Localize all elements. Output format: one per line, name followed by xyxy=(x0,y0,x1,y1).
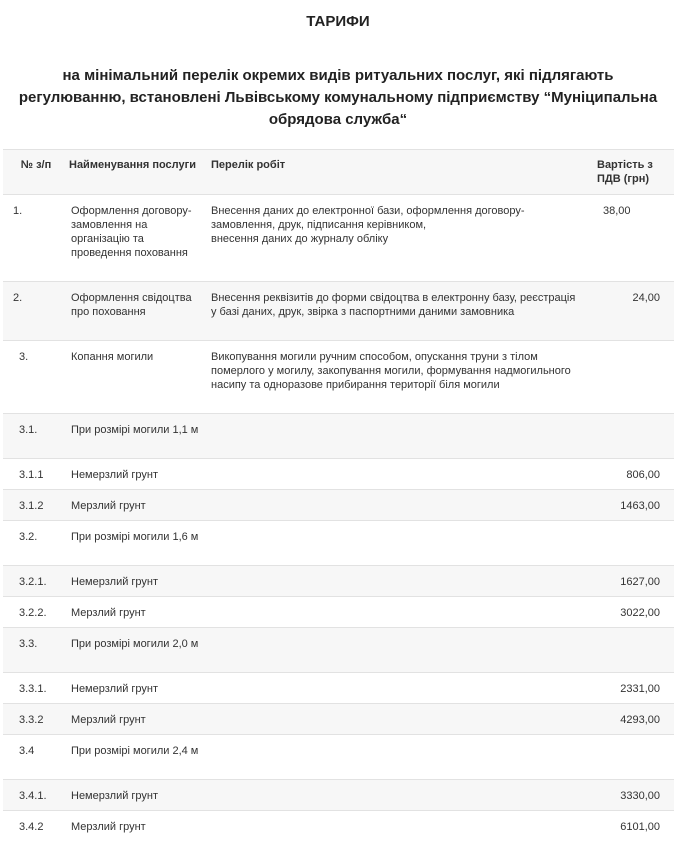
row-works: Внесення даних до електронної бази, оформлення договору-замовлення, друк, підписання керівником, внесення даних до журналу обліку xyxy=(211,205,525,245)
table-row xyxy=(3,521,674,566)
row-number: 3. xyxy=(19,351,29,363)
table-row xyxy=(3,459,674,490)
row-price: 3330,00 xyxy=(620,790,660,802)
row-number: 3.2.2. xyxy=(19,607,47,619)
table-row xyxy=(3,597,674,628)
row-price xyxy=(597,628,674,673)
row-number: 3.4.1. xyxy=(19,790,47,802)
row-price: 38,00 xyxy=(603,205,631,217)
row-number: 3.3.1. xyxy=(19,683,47,695)
row-works xyxy=(205,704,597,735)
row-works xyxy=(205,459,597,490)
row-works xyxy=(205,780,597,811)
row-service-name: Мерзлий грунт xyxy=(71,714,146,726)
header-price: Вартість з ПДВ (грн) xyxy=(597,159,653,185)
row-price: 806,00 xyxy=(626,469,660,481)
row-number: 3.3. xyxy=(19,638,38,650)
row-number: 3.2. xyxy=(19,531,38,543)
row-number: 1. xyxy=(13,205,23,217)
row-number: 3.1.2 xyxy=(19,500,44,512)
table-row xyxy=(3,628,674,673)
row-price: 24,00 xyxy=(632,292,660,304)
row-price: 6101,00 xyxy=(620,821,660,833)
table-row xyxy=(3,341,674,414)
row-works xyxy=(205,566,597,597)
table-row xyxy=(3,414,674,459)
row-service-name: При розмірі могили 2,0 м xyxy=(71,638,199,650)
row-service-name: Немерзлий грунт xyxy=(71,469,159,481)
row-service-name: Копання могили xyxy=(71,351,154,363)
row-works xyxy=(205,811,597,842)
header-works: Перелік робіт xyxy=(211,159,286,171)
table-row xyxy=(3,566,674,597)
row-service-name: Немерзлий грунт xyxy=(71,683,159,695)
row-works: Внесення реквізитів до форми свідоцтва в електронну базу, реєстрація у базі даних, друк, звірка з паспортними даними замовника xyxy=(211,292,576,318)
table-row xyxy=(3,811,674,842)
page-title: ТАРИФИ xyxy=(306,13,370,30)
row-service-name: При розмірі могили 2,4 м xyxy=(71,745,199,757)
row-service-name: При розмірі могили 1,1 м xyxy=(71,424,199,436)
row-service-name: Немерзлий грунт xyxy=(71,576,159,588)
row-price: 3022,00 xyxy=(620,607,660,619)
row-service-name: Немерзлий грунт xyxy=(71,790,159,802)
row-service-name: Оформлення договору-замовлення на організацію та проведення поховання xyxy=(71,205,192,259)
table-row xyxy=(3,490,674,521)
table-row xyxy=(3,704,674,735)
table-row xyxy=(3,195,674,282)
row-number: 3.1. xyxy=(19,424,38,436)
table-row xyxy=(3,780,674,811)
row-works xyxy=(205,521,597,566)
header-num: № з/п xyxy=(20,159,52,171)
row-works xyxy=(205,673,597,704)
row-price xyxy=(597,735,674,780)
table-row xyxy=(3,282,674,341)
row-works xyxy=(205,597,597,628)
row-number: 3.1.1 xyxy=(19,469,44,481)
row-works xyxy=(205,490,597,521)
row-price: 1463,00 xyxy=(620,500,660,512)
row-service-name: Оформлення свідоцтва про поховання xyxy=(71,292,192,318)
row-price: 2331,00 xyxy=(620,683,660,695)
row-works xyxy=(205,628,597,673)
row-price xyxy=(597,521,674,566)
row-works xyxy=(205,735,597,780)
row-price: 4293,00 xyxy=(620,714,660,726)
header-name: Найменування послуги xyxy=(69,159,196,171)
row-works: Викопування могили ручним способом, опускання труни з тілом померлого у могилу, закопування могили, формування надмогильного насипу та одноразове прибирання території біля могили xyxy=(211,351,571,391)
row-service-name: Мерзлий грунт xyxy=(71,607,146,619)
row-service-name: При розмірі могили 1,6 м xyxy=(71,531,199,543)
row-price xyxy=(597,414,674,459)
row-service-name: Мерзлий грунт xyxy=(71,821,146,833)
tariffs-table xyxy=(3,149,674,842)
row-number: 3.3.2 xyxy=(19,714,44,726)
row-number: 3.2.1. xyxy=(19,576,47,588)
row-number: 3.4 xyxy=(19,745,35,757)
table-row xyxy=(3,673,674,704)
row-service-name: Мерзлий грунт xyxy=(71,500,146,512)
row-number: 2. xyxy=(13,292,23,304)
table-header-row xyxy=(3,150,674,195)
row-price: 1627,00 xyxy=(620,576,660,588)
row-number: 3.4.2 xyxy=(19,821,44,833)
row-price xyxy=(597,341,674,414)
row-works xyxy=(205,414,597,459)
table-row xyxy=(3,735,674,780)
page-subtitle: на мінімальний перелік окремих видів ритуальних послуг, які підлягають регулюванню, встановлені Львівському комунальному підприємству “Муніципальна обрядова служба“ xyxy=(18,67,658,128)
